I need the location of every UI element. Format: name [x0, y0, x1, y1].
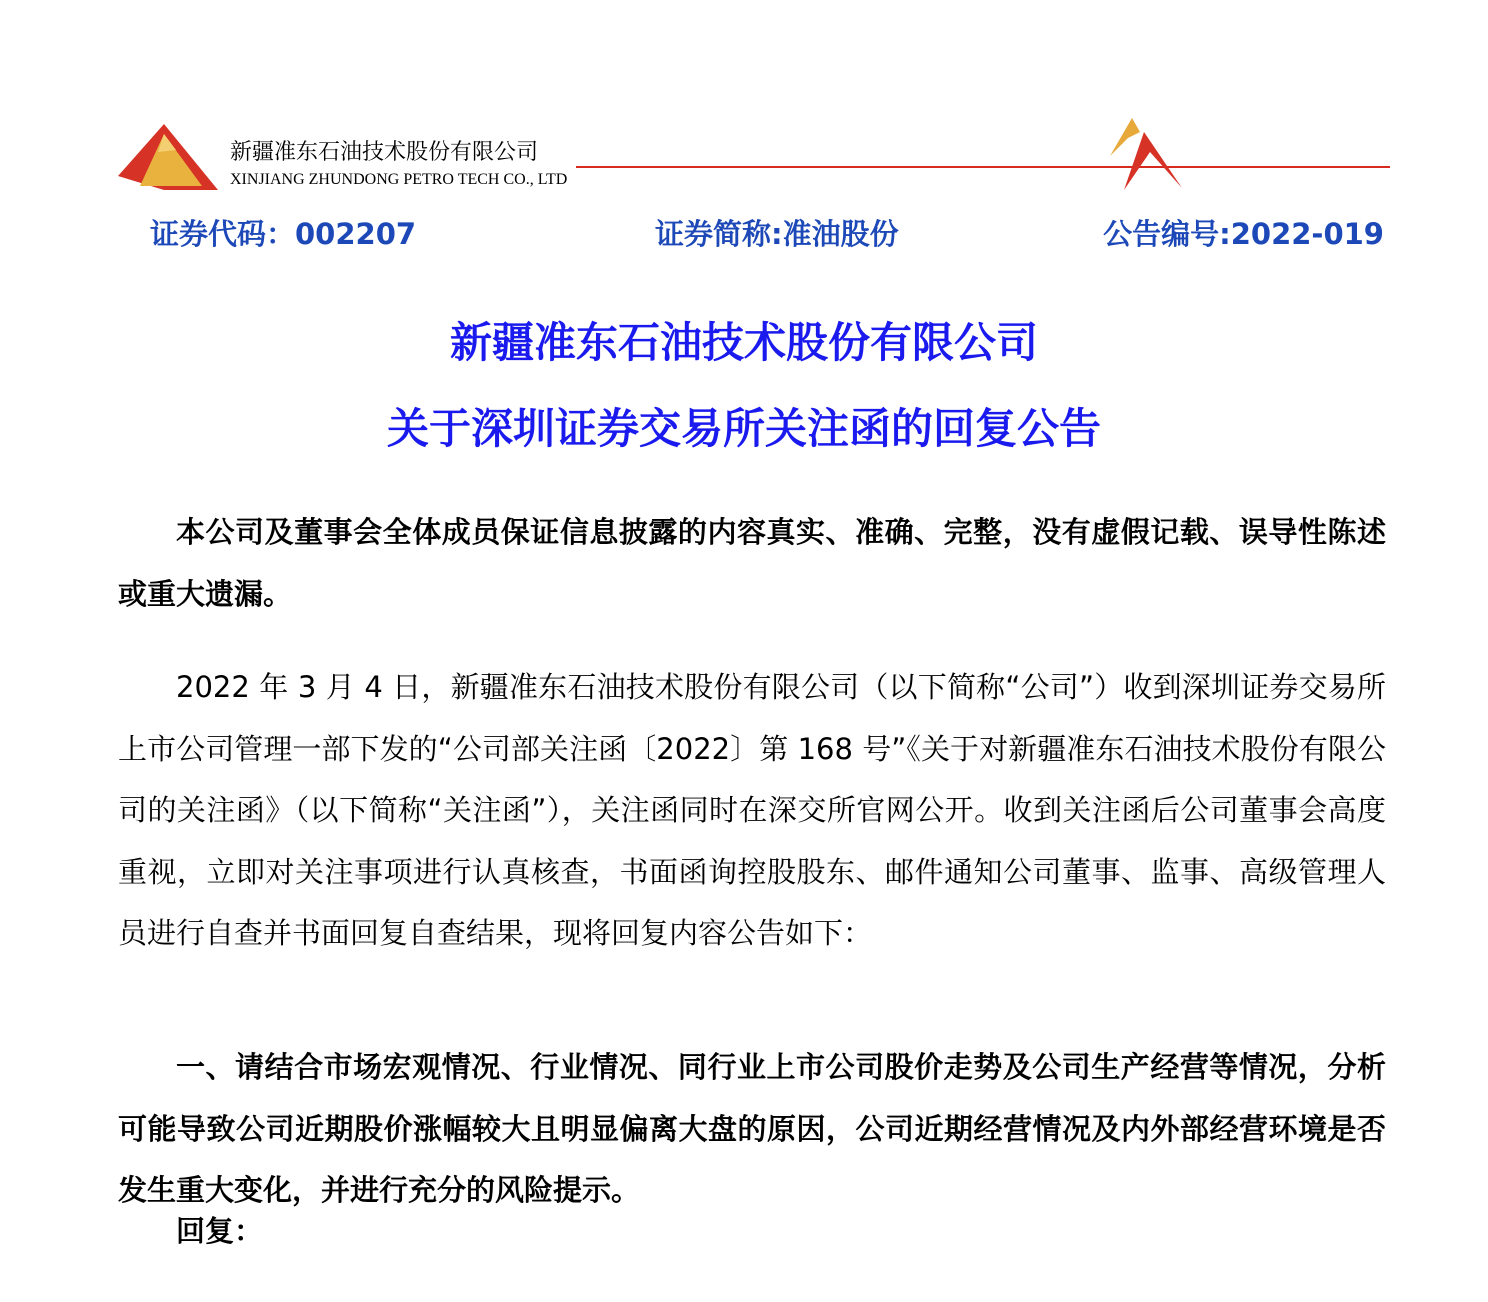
stock-abbreviation: 证券简称:准油股份	[655, 217, 899, 251]
question-1: 一、请结合市场宏观情况、行业情况、同行业上市公司股价走势及公司生产经营等情况，分析可能导致公司近期股价涨幅较大且明显偏离大盘的原因，公司近期经营情况及内外部经营环境是否发生重大变化，并进行充分的风险提示。	[118, 1050, 1386, 1207]
stock-code: 证券代码：002207	[150, 217, 417, 251]
company-name-en: XINJIANG ZHUNDONG PETRO TECH CO., LTD	[230, 171, 568, 188]
header-divider	[576, 166, 1390, 168]
company-logo-icon	[118, 124, 218, 192]
title-company: 新疆准东石油技术股份有限公司	[449, 318, 1038, 367]
disclosure-statement: 本公司及董事会全体成员保证信息披露的内容真实、准确、完整，没有虚假记载、误导性陈述或重大遗漏。	[118, 515, 1386, 611]
reply-label: 回复：	[176, 1214, 264, 1248]
company-name-cn: 新疆准东石油技术股份有限公司	[230, 140, 539, 165]
intro-paragraph: 2022 年 3 月 4 日，新疆准东石油技术股份有限公司（以下简称“公司”）收到深圳证券交易所上市公司管理一部下发的“公司部关注函〔2022〕第 168 号”《关于对新疆准东石油技术股份有限公司的关注函》（以下简称“关注函”），关注函同时在深交所官网公开。收到关注函后公司董事会高度重视，立即对关注事项进行认真核查，书面函询控股股东、邮件通知公司董事、监事、高级管理人员进行自查并书面回复自查结果，现将回复内容公告如下：	[118, 670, 1386, 951]
announcement-number: 公告编号:2022-019	[1103, 217, 1384, 251]
title-announcement: 关于深圳证券交易所关注函的回复公告	[386, 404, 1101, 453]
peak-logo-icon	[1110, 112, 1182, 192]
